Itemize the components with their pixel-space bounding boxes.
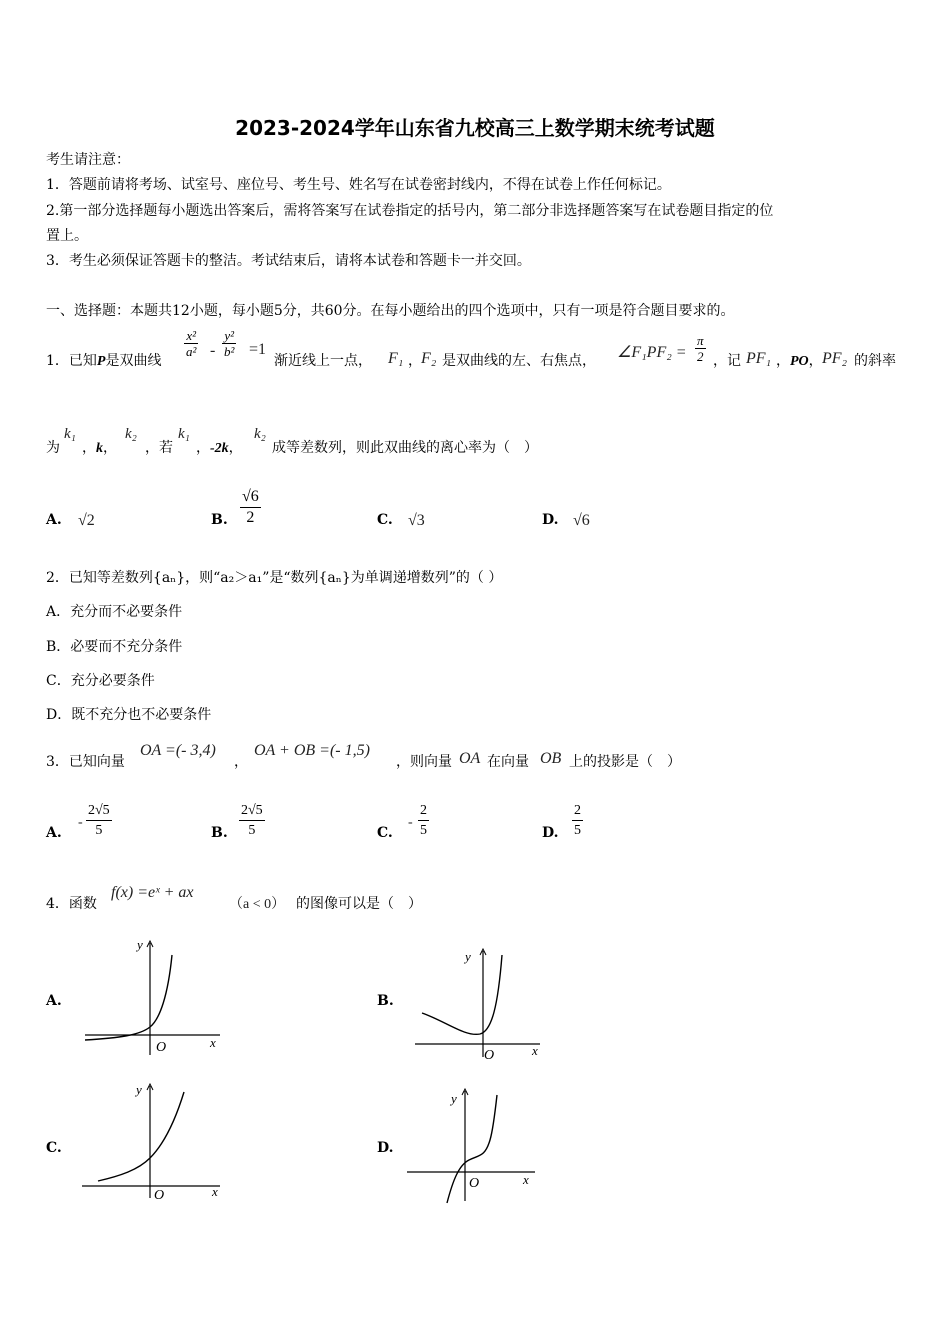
- q1-k2: k₂: [125, 426, 137, 442]
- q1-F2: F₂: [421, 350, 437, 367]
- notice-item-2-cont: 置上。: [46, 228, 88, 244]
- q1-foci-text: 是双曲线的左、右焦点，: [442, 353, 596, 369]
- q3-in: 在向量: [487, 754, 529, 770]
- q1-fraction-x: $\frac{\text{x²}}{\text{a²}}$: [186, 328, 197, 359]
- q3-option-a-value: $\frac{2√5}{5}$: [88, 803, 110, 838]
- q1-PF2: PF₂: [822, 350, 848, 367]
- section-heading: 一、选择题：本题共12小题，每小题5分，共60分。在每小题给出的四个选项中，只有一项是符合题目要求的。: [46, 303, 735, 319]
- q1-PO: PO: [790, 354, 809, 369]
- curve-b: [422, 955, 502, 1034]
- x-label: x: [210, 1035, 216, 1050]
- q3-OA: OA: [459, 750, 481, 767]
- q1-asymptote-text: 渐近线上一点，: [274, 353, 372, 369]
- q2-option-b[interactable]: B．必要而不充分条件: [46, 639, 183, 655]
- q1-option-a-label[interactable]: A.: [46, 512, 62, 528]
- y-label: y: [136, 1082, 142, 1097]
- q3-option-d-label[interactable]: D.: [542, 825, 559, 841]
- q2-option-d[interactable]: D．既不充分也不必要条件: [46, 707, 212, 723]
- q3-option-b-label[interactable]: B.: [211, 825, 228, 841]
- origin-label: O: [484, 1048, 495, 1063]
- notice-heading: 考生请注意：: [46, 152, 130, 168]
- q1-k2-b: k₂: [254, 426, 266, 442]
- y-label: y: [137, 937, 143, 952]
- q1-line2-prefix: 为: [46, 440, 60, 456]
- curve-c: [98, 1092, 184, 1181]
- q1-record: ，记: [713, 353, 741, 369]
- q1-option-d-value: √6: [573, 512, 590, 529]
- x-label: x: [523, 1172, 529, 1187]
- q1-equals-one: =1: [249, 341, 267, 358]
- q1-fraction-y: $\frac{\text{y²}}{\text{b²}}$: [224, 328, 235, 359]
- q3-option-c-sign: -: [408, 815, 413, 830]
- q2-option-c[interactable]: C．充分必要条件: [46, 673, 155, 689]
- q1-option-b-value: $\frac{√6}{2}$: [242, 488, 259, 526]
- origin-label: O: [156, 1040, 167, 1055]
- notice-item-3: 3．考生必须保证答题卡的整洁。考试结束后，请将本试卷和答题卡一并交回。: [46, 253, 531, 269]
- q3-option-b-value: $\frac{2√5}{5}$: [241, 803, 263, 838]
- q3-option-a-sign: -: [78, 815, 83, 830]
- x-label: x: [532, 1043, 538, 1058]
- q3-vector-oa: OA =(- 3,4): [140, 742, 216, 759]
- q3-suffix: 上的投影是（ ）: [569, 754, 681, 770]
- q4-condition: （a < 0）: [229, 897, 286, 912]
- q3-vector-sum: OA + OB =(- 1,5): [254, 742, 370, 759]
- q1-option-b-label[interactable]: B.: [211, 512, 228, 528]
- q4-option-a-label[interactable]: A.: [46, 993, 62, 1009]
- q4-option-d-label[interactable]: D.: [377, 1140, 394, 1156]
- q1-if: ，若: [145, 440, 173, 456]
- q1-option-c-label[interactable]: C.: [377, 512, 393, 528]
- q3-option-d-value: $\frac{2}{5}$: [574, 803, 581, 838]
- notice-item-1: 1．答题前请将考场、试室号、座位号、考生号、姓名写在试卷密封线内，不得在试卷上作任何标记。: [46, 177, 671, 193]
- q4-option-b-label[interactable]: B.: [377, 993, 394, 1009]
- origin-label: O: [154, 1188, 165, 1203]
- q4-option-c-label[interactable]: C.: [46, 1140, 62, 1156]
- q1-angle: ∠F₁PF₂ =: [617, 344, 687, 361]
- q3-mid: ，则向量: [396, 754, 452, 770]
- q1-k1: k₁: [64, 426, 76, 442]
- q1-F1: F₁: [388, 350, 404, 367]
- q1-PF1: PF₁: [746, 350, 772, 367]
- q4-graph-b: [410, 945, 550, 1065]
- q4-prefix: 4．函数: [46, 896, 97, 912]
- q3-option-a-label[interactable]: A.: [46, 825, 62, 841]
- q3-option-c-label[interactable]: C.: [377, 825, 393, 841]
- y-label: y: [465, 949, 471, 964]
- q2-stem: 2．已知等差数列{aₙ}，则“a₂＞a₁”是“数列{aₙ}为单调递增数列”的（ ）: [46, 570, 503, 586]
- q1-pi-half: $\frac{\pi}{2}$: [697, 333, 704, 364]
- q4-graph-d: [405, 1085, 545, 1205]
- q4-graph-c: [80, 1078, 230, 1203]
- q3-option-c-value: $\frac{2}{5}$: [420, 803, 427, 838]
- q1-option-c-value: √3: [408, 512, 425, 529]
- q4-function: f(x) =eˣ + ax: [111, 884, 194, 901]
- q1-neg2k: -2k: [210, 441, 229, 456]
- q1-minus: -: [210, 342, 216, 359]
- x-label: x: [212, 1184, 218, 1199]
- page-title: 2023-2024学年山东省九校高三上数学期末统考试题: [235, 116, 715, 140]
- q4-suffix: 的图像可以是（ ）: [296, 896, 422, 912]
- q1-slopes-text: 的斜率: [854, 353, 896, 369]
- q3-prefix: 3．已知向量: [46, 754, 125, 770]
- y-label: y: [451, 1091, 457, 1106]
- q2-option-a[interactable]: A．充分而不必要条件: [46, 604, 183, 620]
- origin-label: O: [469, 1176, 480, 1191]
- q3-OB: OB: [540, 750, 562, 767]
- curve-a: [85, 955, 172, 1040]
- q1-option-d-label[interactable]: D.: [542, 512, 559, 528]
- q1-question-end: 成等差数列，则此双曲线的离心率为（ ）: [272, 440, 538, 456]
- q1-k1-b: k₁: [178, 426, 190, 442]
- exam-page: 2023-2024学年山东省九校高三上数学期末统考试题 考生请注意： 1．答题前请将考场、试室号、座位号、考生号、姓名写在试卷密封线内，不得在试卷上作任何标记。 2.第一部分选择题每小题选出答案后，需将答案写在试卷指定的括号内，第二部分非选择题答案写在试卷题目指定的位 置上。 3．考生必须保证答题卡的整洁。考试结束后，请将本试卷和答题卡一并交回。 一、选择题：本题共12小题，每小题5分，共60分。在每小题给出的四个选项中，只有一项是符合题目要求的。 1．已知P是双曲线 $\frac{\text{x²}}{\text{a²}}$ - $\frac{\text{y²}}{\text{b²}}$ =1 渐近线上一点， F₁ ， F₂ 是双曲线的左、右焦点， ∠F₁PF₂ = $\frac{\pi}{2}$ ，记 PF₁ ，PO， PF₂ 的斜率 为 k₁ ，k， k₂ ，若 k₁ ，-2k， k₂ 成等差数列，则此双曲线的离心率为（ ） A. √2 B. $\frac{√6}{2}$ C. √3 D. √6 2．已知等差数列{aₙ}，则“a₂＞a₁”是“数列{aₙ}为单调递增数列”的（ ） A．充分而不必要条件 B．必要而不充分条件 C．充分必要条件 D．既不充分也不必要条件 3．已知向量 OA =(- 3,4) ， OA + OB =(- 1,5) ，则向量 OA 在向量 OB 上的投影是（ ） A. - $\frac{2√5}{5}$ B. $\frac{2√5}{5}$ C. - $\frac{2}{5}$ D. $\frac{2}{5}$ 4．函数 f(x) =eˣ + ax （a < 0） 的图像可以是（ ） A. y x O B. y x O C. y x O D. y x O: [0, 0, 950, 1344]
- notice-item-2: 2.第一部分选择题每小题选出答案后，需将答案写在试卷指定的括号内，第二部分非选择题答案写在试卷题目指定的位: [46, 203, 774, 219]
- q4-graph-a: [80, 935, 230, 1060]
- q1-option-a-value: √2: [78, 512, 95, 529]
- q1-stem-line1: 1．已知P是双曲线: [46, 353, 162, 369]
- q1-k: k: [96, 441, 103, 456]
